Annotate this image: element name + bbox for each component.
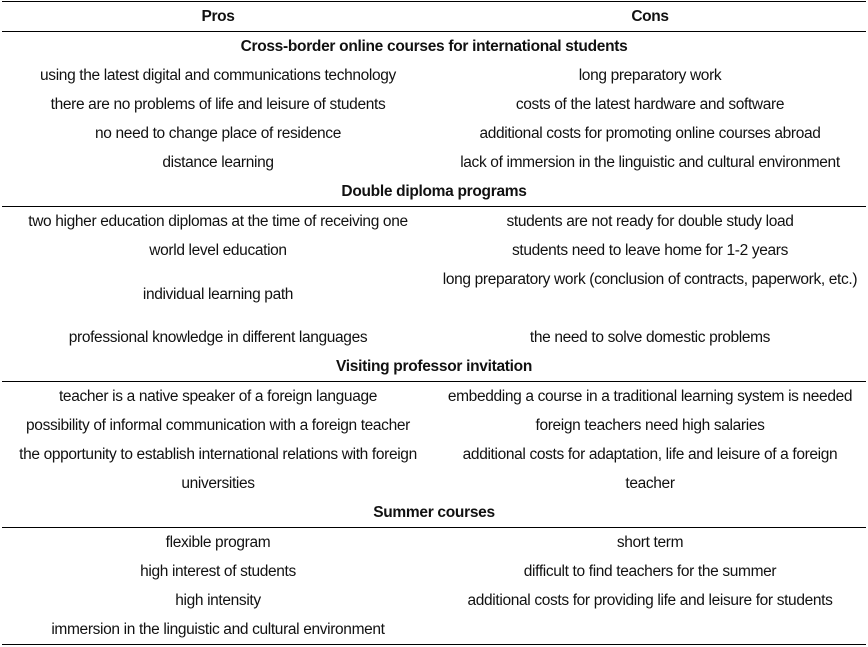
cons-cell: the need to solve domestic problems [529,329,771,346]
table-row [2,90,866,119]
cons-cell: lack of immersion in the linguistic and cultural environment [460,154,840,171]
pros-cell: high interest of students [140,563,296,580]
table-row [2,207,866,236]
pros-cell: world level education [149,242,287,259]
section-title-double-diploma: Double diploma programs [341,183,527,200]
pros-cell: high intensity [175,592,261,609]
table-row [2,411,866,440]
cons-cell [434,615,866,644]
pros-cell: distance learning [162,154,274,171]
pros-cons-table [2,1,866,645]
section-title-cross-border: Cross-border online courses for international students [240,38,628,55]
table-row [2,323,866,352]
table-row [2,615,866,644]
cons-cell: students are not ready for double study load [506,213,794,230]
table-row [2,265,866,323]
cons-cell: additional costs for promoting online courses abroad [479,125,821,142]
cons-cell: costs of the latest hardware and software [515,96,785,113]
cons-cell: foreign teachers need high salaries [535,417,765,434]
table-row [2,557,866,586]
table-row [2,119,866,148]
table-row [2,528,866,557]
table-row [2,382,866,411]
table-row [2,236,866,265]
cons-cell: additional costs for providing life and leisure for students [467,592,833,609]
header-row [2,2,866,31]
cons-cell: embedding a course in a traditional learning system is needed [447,388,853,405]
cons-cell: long preparatory work (conclusion of contracts, paperwork, etc.) [442,271,858,288]
pros-cell: immersion in the linguistic and cultural environment [51,621,385,638]
cons-cell: difficult to find teachers for the summer [523,563,777,580]
pros-cell: two higher education diplomas at the time of receiving one [28,213,408,230]
table-row [2,586,866,615]
pros-cell: no need to change place of residence [95,125,341,142]
header-pros: Pros [201,8,235,25]
section-title-summer-courses: Summer courses [373,504,495,521]
pros-cell: teacher is a native speaker of a foreign language [58,388,378,405]
cons-cell: short term [616,534,684,551]
section-title-visiting-professor: Visiting professor invitation [336,358,532,375]
cons-cell: long preparatory work [578,67,722,84]
pros-cell: the opportunity to establish international relations with foreign universities [19,446,417,492]
table-row [2,440,866,498]
pros-cell: flexible program [165,534,271,551]
bottom-rule [2,644,866,645]
pros-cell: possibility of informal communication with a foreign teacher [26,417,410,434]
pros-cell: individual learning path [142,285,294,303]
pros-cell: there are no problems of life and leisure of students [50,96,386,113]
pros-cell: professional knowledge in different languages [68,329,368,346]
header-cons: Cons [631,8,669,25]
pros-cell: using the latest digital and communications technology [40,67,396,84]
cons-cell: additional costs for adaptation, life and leisure of a foreign teacher [462,446,838,492]
table-row [2,61,866,90]
cons-cell: students need to leave home for 1-2 years [511,242,789,259]
table-row [2,148,866,177]
